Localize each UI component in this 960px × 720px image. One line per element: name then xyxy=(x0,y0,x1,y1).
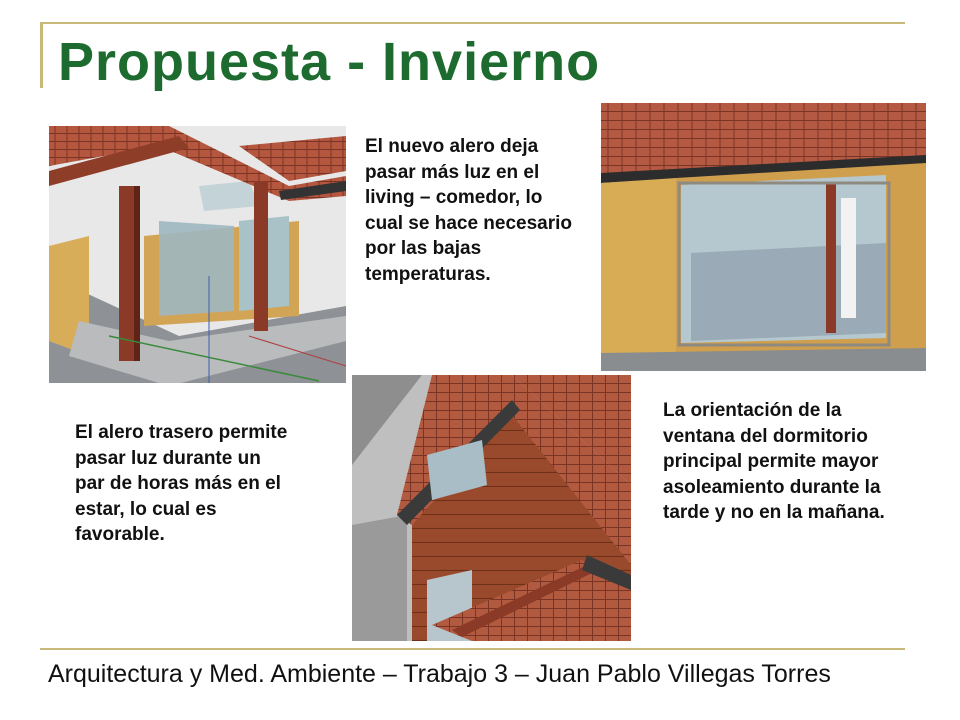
bedroom-window-render-image xyxy=(601,103,926,371)
footer-text: Arquitectura y Med. Ambiente – Trabajo 3 – Juan Pablo Villegas Torres xyxy=(48,660,831,688)
living-render-image xyxy=(49,126,346,383)
footer-rule xyxy=(40,648,905,650)
living-caption: El nuevo alero deja pasar más luz en el living – comedor, lo cual se hace necesario por las bajas temperaturas. xyxy=(365,136,573,285)
header-rule xyxy=(40,22,905,24)
rear-eave-render-image xyxy=(352,375,631,641)
slide-title: Propuesta - Invierno xyxy=(58,32,601,92)
dormitorio-caption: La orientación de la ventana del dormitorio principal permite mayor asoleamiento durante la tarde y no en la mañana. xyxy=(663,400,885,523)
title-accent-rule xyxy=(40,22,43,88)
estar-caption: El alero trasero permite pasar luz durante un par de horas más en el estar, lo cual es favorable. xyxy=(75,422,288,545)
